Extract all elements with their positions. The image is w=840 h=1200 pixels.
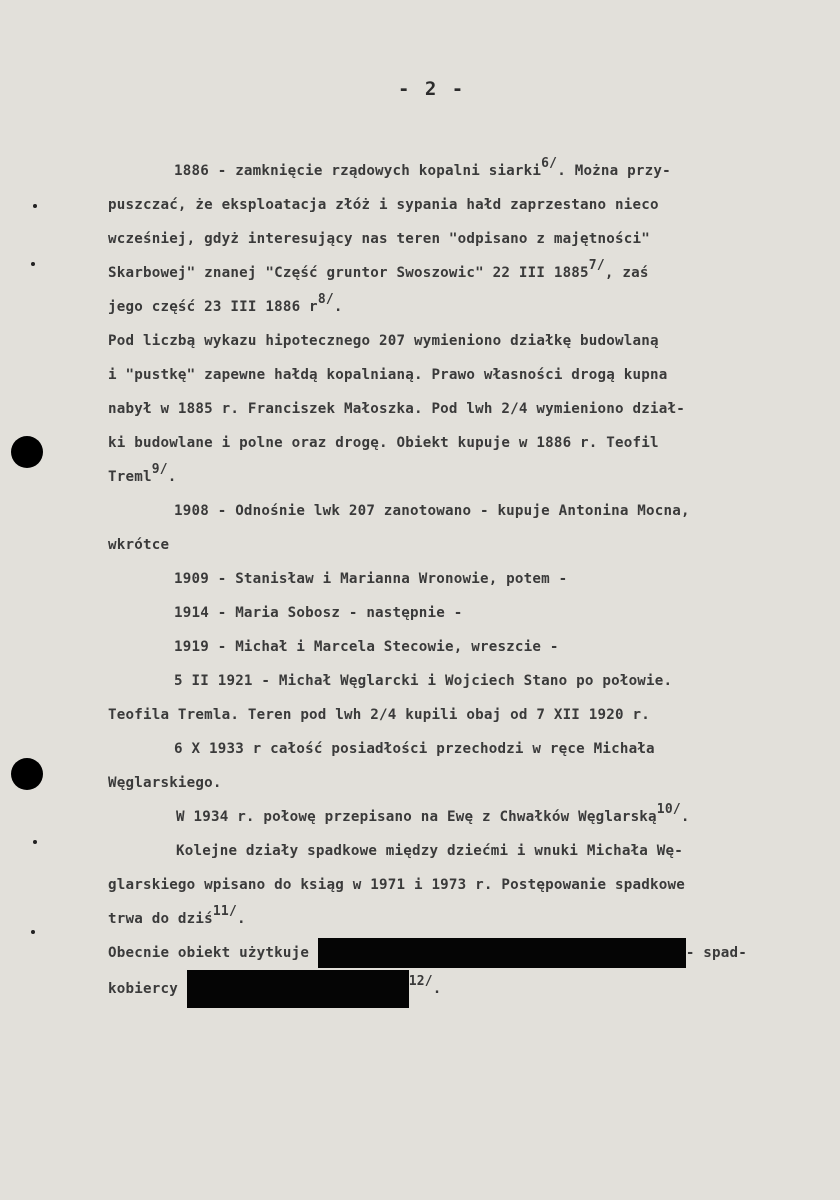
footnote-ref: 8/ [317, 292, 334, 307]
text-line: jego część 23 III 1886 $r^{8/}$. [108, 292, 343, 315]
text-line: kobiercy $^{12/}$. [108, 970, 798, 1004]
text-line: ki budowlane i polne oraz drogę. Obiekt kupuje w 1886 r. Teofil [108, 435, 659, 451]
text-line: 6 X 1933 r całość posiadłości przechodzi w ręce Michała [174, 741, 655, 757]
text-line: Skarbowej" znanej "Część gruntor Swoszowic" 22 III $1885^{7/}$, zaś [108, 258, 649, 281]
text-line: trwa do dziś$^{11/}$. [108, 904, 246, 927]
paper-speck [33, 204, 37, 208]
redaction-bar [318, 938, 686, 968]
text-line: 1909 - Stanisław i Marianna Wronowie, potem - [174, 571, 568, 587]
text-line: 1886 - zamknięcie rządowych kopalni siarki$^{6/}$. Można przy- [174, 156, 671, 179]
footnote-ref: 7/ [588, 258, 605, 273]
footnote-ref: 6/ [541, 156, 558, 171]
text-line: Węglarskiego. [108, 775, 222, 791]
footnote-ref: 10/ [656, 802, 681, 817]
paper-speck [31, 262, 35, 266]
typewritten-body [108, 154, 798, 1004]
text-line: Kolejne działy spadkowe między dziećmi i wnuki Michała Wę- [176, 843, 684, 859]
binder-hole-bottom [11, 758, 43, 790]
text-line: Treml$^{9/}$. [108, 462, 177, 485]
text-line: puszczać, że eksploatacja złóż i sypania hałd zaprzestano nieco [108, 197, 659, 213]
text-line: wkrótce [108, 537, 170, 553]
text-line: Teofila Tremla. Teren pod lwh 2/4 kupili obaj od 7 XII 1920 r. [108, 707, 650, 723]
text-line: glarskiego wpisano do ksiąg w 1971 i 1973 r. Postępowanie spadkowe [108, 877, 685, 893]
text-line: nabył w 1885 r. Franciszek Małoszka. Pod lwh 2/4 wymieniono dział- [108, 401, 685, 417]
footnote-ref: 11/ [212, 904, 237, 919]
paper-speck [31, 930, 35, 934]
text-line: 1919 - Michał i Marcela Stecowie, wreszcie - [174, 639, 559, 655]
footnote-ref: 9/ [151, 462, 168, 477]
page-number: - 2 - [398, 78, 466, 100]
text-line: W 1934 r. połowę przepisano na Ewę z Chwałków Węglarską$^{10/}$. [176, 802, 690, 825]
redaction-bar [187, 970, 409, 1008]
text-line: wcześniej, gdyż interesujący nas teren "odpisano z majętności" [108, 231, 650, 247]
text-line: i "pustkę" zapewne hałdą kopalnianą. Prawo własności drogą kupna [108, 367, 668, 383]
text-line: 1908 - Odnośnie lwk 207 zanotowano - kupuje Antonina Mocna, [174, 503, 690, 519]
text-line: 5 II 1921 - Michał Węglarcki i Wojciech Stano po połowie. [174, 673, 673, 689]
text-line: Obecnie obiekt użytkuje - spad- [108, 936, 798, 970]
paper-speck [33, 840, 37, 844]
binder-hole-top [11, 436, 43, 468]
text-line: Pod liczbą wykazu hipotecznego 207 wymieniono działkę budowlaną [108, 333, 659, 349]
footnote-ref: 12/ [408, 974, 433, 989]
text-line: 1914 - Maria Sobosz - następnie - [174, 605, 463, 621]
